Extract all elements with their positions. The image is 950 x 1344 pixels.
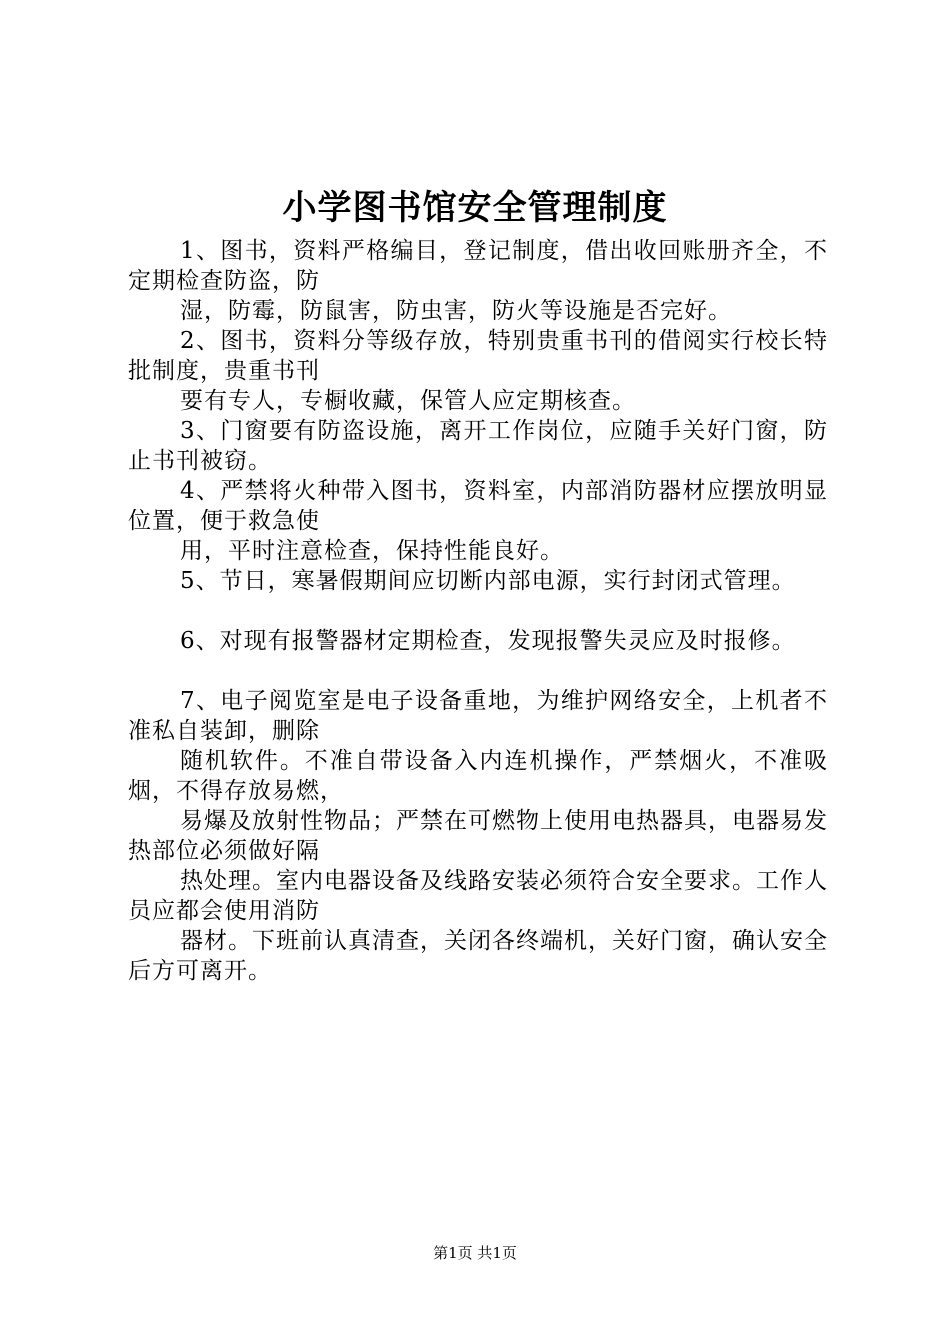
paragraph: 易爆及放射性物品；严禁在可燃物上使用电热器具，电器易发热部位必须做好隔 <box>128 808 828 864</box>
paragraph: 3、门窗要有防盗设施，离开工作岗位，应随手关好门窗，防止书刊被窃。 <box>128 418 828 474</box>
paragraph: 4、严禁将火种带入图书，资料室，内部消防器材应摆放明显位置，便于救急使 <box>128 478 828 534</box>
paragraph: 7、电子阅览室是电子设备重地，为维护网络安全，上机者不准私自装卸，删除 <box>128 688 828 744</box>
paragraph: 用，平时注意检查，保持性能良好。 <box>180 538 564 564</box>
paragraph: 要有专人，专橱收藏，保管人应定期核查。 <box>180 388 636 414</box>
paragraph: 2、图书，资料分等级存放，特别贵重书刊的借阅实行校长特批制度，贵重书刊 <box>128 328 828 384</box>
paragraph: 5、节日，寒暑假期间应切断内部电源，实行封闭式管理。 <box>180 568 796 594</box>
paragraph: 热处理。室内电器设备及线路安装必须符合安全要求。工作人员应都会使用消防 <box>128 868 828 924</box>
document-body <box>128 236 828 986</box>
paragraph: 1、图书，资料严格编目，登记制度，借出收回账册齐全，不定期检查防盗，防 <box>128 238 828 294</box>
paragraph: 随机软件。不准自带设备入内连机操作，严禁烟火，不准吸烟，不得存放易燃， <box>128 748 828 804</box>
document-title: 小学图书馆安全管理制度 <box>282 188 668 228</box>
paragraph: 湿，防霉，防鼠害，防虫害，防火等设施是否完好。 <box>180 298 732 324</box>
page-footer: 第1页 共1页 <box>433 1244 517 1262</box>
paragraph: 器材。下班前认真清查，关闭各终端机，关好门窗，确认安全后方可离开。 <box>128 928 828 984</box>
paragraph: 6、对现有报警器材定期检查，发现报警失灵应及时报修。 <box>180 628 796 654</box>
